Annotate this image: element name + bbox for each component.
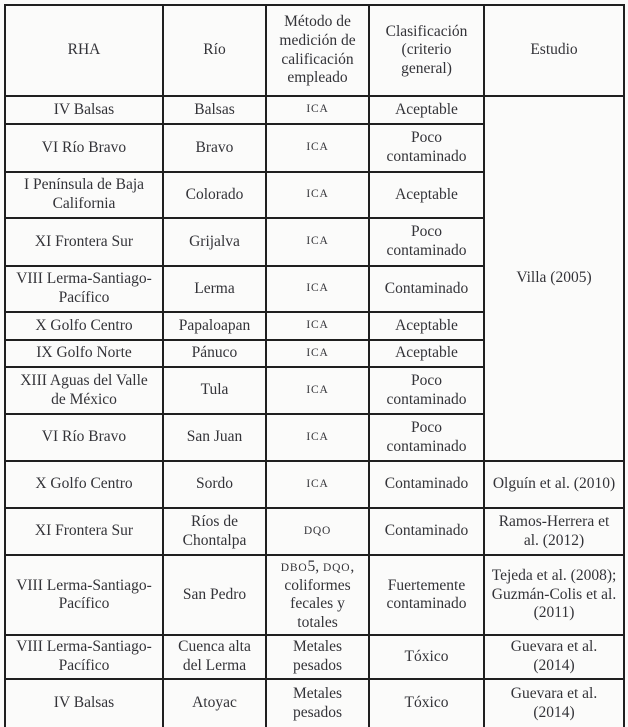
table-cell: Tóxico bbox=[369, 635, 484, 678]
column-header-rha: RHA bbox=[5, 5, 163, 96]
table-body bbox=[5, 96, 624, 727]
table-cell: ICA bbox=[266, 266, 369, 312]
table-cell: Aceptable bbox=[369, 96, 484, 124]
table-row bbox=[5, 96, 624, 124]
table-cell: Poco contaminado bbox=[369, 367, 484, 414]
table-cell: Contaminado bbox=[369, 461, 484, 508]
table-row bbox=[5, 679, 624, 727]
table-cell: IV Balsas bbox=[5, 96, 163, 124]
table-cell: Sordo bbox=[163, 461, 266, 508]
table-cell: ICA bbox=[266, 172, 369, 218]
acronym-text: DBO bbox=[280, 562, 308, 574]
column-header-clasificacion: Clasificación (criterio general) bbox=[369, 5, 484, 96]
table-row bbox=[5, 461, 624, 508]
table-cell: Tóxico bbox=[369, 679, 484, 727]
table-cell: Aceptable bbox=[369, 172, 484, 218]
table-cell: Pánuco bbox=[163, 340, 266, 367]
table-cell: Balsas bbox=[163, 96, 266, 124]
column-header-metodo: Método de medición de calificación empleado bbox=[266, 5, 369, 96]
table-cell: Papaloapan bbox=[163, 312, 266, 340]
table-cell: Tula bbox=[163, 367, 266, 414]
table-cell: Olguín et al. (2010) bbox=[484, 461, 624, 508]
plain-text: 5, bbox=[307, 558, 323, 575]
table-cell: Villa (2005) bbox=[484, 96, 624, 461]
table-cell: VIII Lerma-Santiago-Pacífico bbox=[5, 555, 163, 635]
table-cell: Aceptable bbox=[369, 312, 484, 340]
table-row bbox=[5, 635, 624, 678]
table-cell: XI Frontera Sur bbox=[5, 508, 163, 555]
table-cell: Poco contaminado bbox=[369, 124, 484, 172]
table-cell: Ríos de Chontalpa bbox=[163, 508, 266, 555]
table-cell: Metales pesados bbox=[266, 679, 369, 727]
table-cell: ICA bbox=[266, 414, 369, 461]
column-header-estudio: Estudio bbox=[484, 5, 624, 96]
table-cell: Guevara et al. (2014) bbox=[484, 635, 624, 678]
table-cell: ICA bbox=[266, 124, 369, 172]
column-header-rio: Río bbox=[163, 5, 266, 96]
table-cell: Bravo bbox=[163, 124, 266, 172]
table-cell: VI Río Bravo bbox=[5, 414, 163, 461]
table-cell: ICA bbox=[266, 312, 369, 340]
table-cell: Atoyac bbox=[163, 679, 266, 727]
table-cell: X Golfo Centro bbox=[5, 312, 163, 340]
plain-text: , coliformes fecales y totales bbox=[284, 558, 355, 631]
table-cell: Poco contaminado bbox=[369, 414, 484, 461]
table-cell: Lerma bbox=[163, 266, 266, 312]
header-row bbox=[5, 5, 624, 96]
water-quality-table bbox=[4, 4, 625, 727]
table-cell: ICA bbox=[266, 461, 369, 508]
table-cell: San Juan bbox=[163, 414, 266, 461]
table-cell: IX Golfo Norte bbox=[5, 340, 163, 367]
table-cell: Tejeda et al. (2008); Guzmán-Colis et al. (2011) bbox=[484, 555, 624, 635]
table-cell: X Golfo Centro bbox=[5, 461, 163, 508]
table-cell: ICA bbox=[266, 340, 369, 367]
table-cell: Ramos-Herrera et al. (2012) bbox=[484, 508, 624, 555]
table-cell: ICA bbox=[266, 367, 369, 414]
table-cell bbox=[266, 555, 369, 635]
table-cell: VI Río Bravo bbox=[5, 124, 163, 172]
table-cell: Fuertemente contaminado bbox=[369, 555, 484, 635]
table-cell: ICA bbox=[266, 218, 369, 266]
table-cell: IV Balsas bbox=[5, 679, 163, 727]
table-cell: Contaminado bbox=[369, 508, 484, 555]
table-row bbox=[5, 508, 624, 555]
table-cell: Grijalva bbox=[163, 218, 266, 266]
table-cell: VIII Lerma-Santiago-Pacífico bbox=[5, 635, 163, 678]
table-cell: Aceptable bbox=[369, 340, 484, 367]
table-cell: Poco contaminado bbox=[369, 218, 484, 266]
table-row bbox=[5, 555, 624, 635]
table-head bbox=[5, 5, 624, 96]
table-cell: XIII Aguas del Valle de México bbox=[5, 367, 163, 414]
table-cell: VIII Lerma-Santiago-Pacífico bbox=[5, 266, 163, 312]
table-cell: I Península de Baja California bbox=[5, 172, 163, 218]
table-cell: Guevara et al. (2014) bbox=[484, 679, 624, 727]
table-cell: Colorado bbox=[163, 172, 266, 218]
table-cell: XI Frontera Sur bbox=[5, 218, 163, 266]
table-cell: Metales pesados bbox=[266, 635, 369, 678]
table-cell: DQO bbox=[266, 508, 369, 555]
acronym-text: DQO bbox=[322, 562, 351, 574]
table-cell: ICA bbox=[266, 96, 369, 124]
table-cell: San Pedro bbox=[163, 555, 266, 635]
table-cell: Cuenca alta del Lerma bbox=[163, 635, 266, 678]
table-cell: Contaminado bbox=[369, 266, 484, 312]
